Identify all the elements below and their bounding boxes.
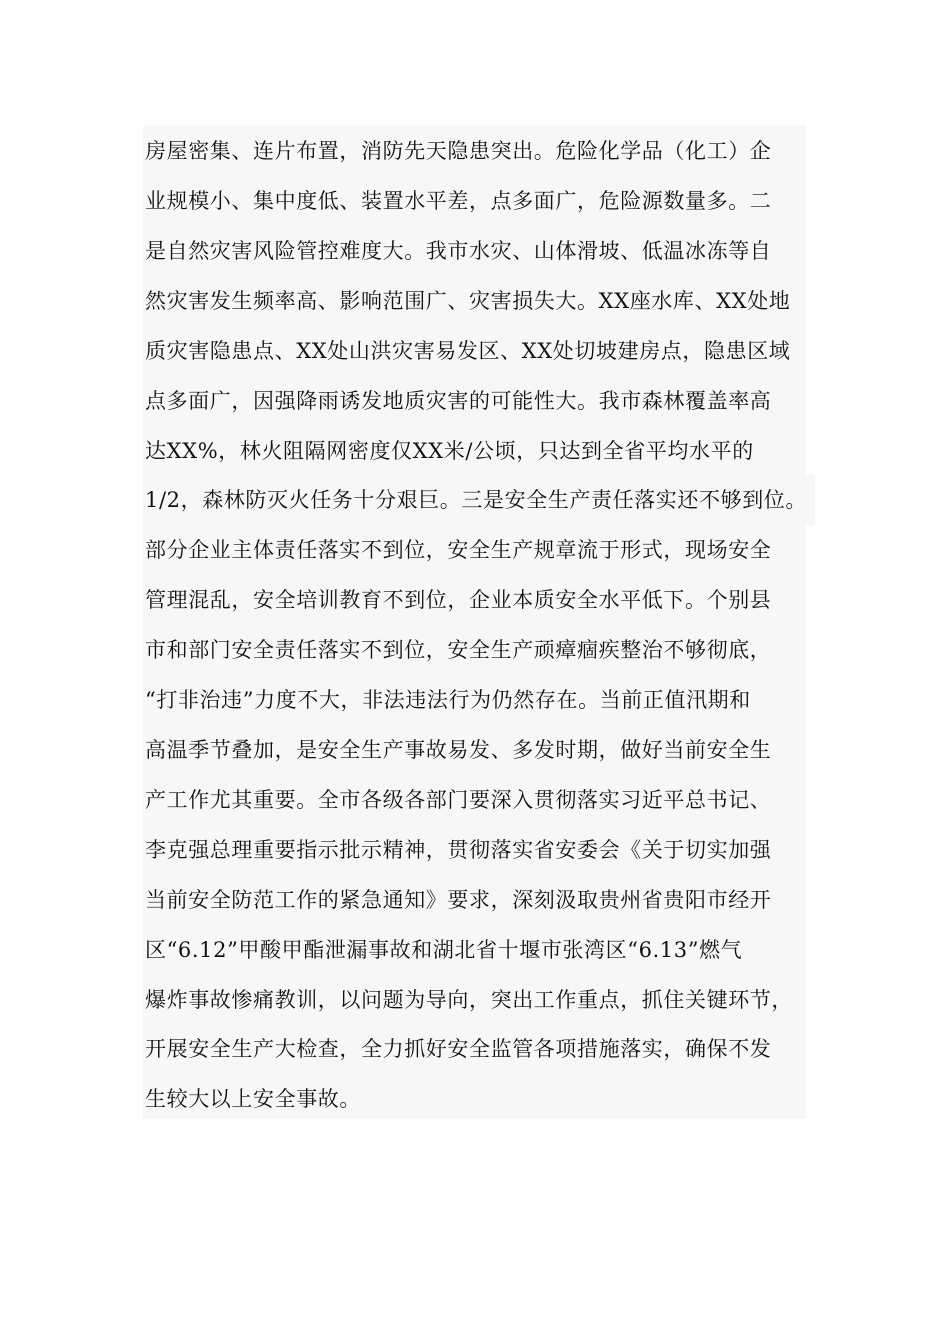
paragraph-line: 爆炸事故惨痛教训，以问题为导向，突出工作重点，抓住关键环节，: [145, 988, 793, 1012]
paragraph-line: 区“6.12”甲酸甲酯泄漏事故和湖北省十堰市张湾区“6.13”燃气: [145, 938, 743, 962]
paragraph-line: 1/2，森林防灭火任务十分艰巨。三是安全生产责任落实还不够到位。: [145, 475, 815, 525]
paragraph-line: 市和部门安全责任落实不到位，安全生产顽瘴痼疾整治不够彻底，: [145, 638, 772, 662]
paragraph-line: 李克强总理重要指示批示精神，贯彻落实省安委会《关于切实加强: [145, 838, 772, 862]
paragraph-line: 生较大以上安全事故。: [145, 1087, 361, 1111]
paragraph-line: 质灾害隐患点、XX处山洪灾害易发区、XX处切坡建房点，隐患区域: [145, 339, 791, 363]
paragraph-line: 房屋密集、连片布置，消防先天隐患突出。危险化学品（化工）企: [145, 139, 772, 163]
paragraph-line: 管理混乱，安全培训教育不到位，企业本质安全水平低下。个别县: [145, 588, 772, 612]
paragraph-line: 开展安全生产大检查，全力抓好安全监管各项措施落实，确保不发: [145, 1037, 772, 1061]
paragraph-line: 是自然灾害风险管控难度大。我市水灾、山体滑坡、低温冰冻等自: [145, 239, 772, 263]
paragraph-line: 部分企业主体责任落实不到位，安全生产规章流于形式，现场安全: [145, 538, 772, 562]
paragraph-line: 业规模小、集中度低、装置水平差，点多面广，危险源数量多。二: [145, 189, 772, 213]
paragraph-line: 达XX%，林火阻隔网密度仅XX米/公顷，只达到全省平均水平的: [145, 439, 754, 463]
paragraph-line: 高温季节叠加，是安全生产事故易发、多发时期，做好当前安全生: [145, 738, 772, 762]
paragraph-line: 当前安全防范工作的紧急通知》要求，深刻汲取贵州省贵阳市经开: [145, 888, 772, 912]
paragraph-line: 然灾害发生频率高、影响范围广、灾害损失大。XX座水库、XX处地: [145, 289, 791, 313]
paragraph-line: “打非治违”力度不大，非法违法行为仍然存在。当前正值汛期和: [145, 688, 751, 712]
paragraph-line: 点多面广，因强降雨诱发地质灾害的可能性大。我市森林覆盖率高: [145, 389, 772, 413]
paragraph-line: 产工作尤其重要。全市各级各部门要深入贯彻落实习近平总书记、: [145, 788, 772, 812]
